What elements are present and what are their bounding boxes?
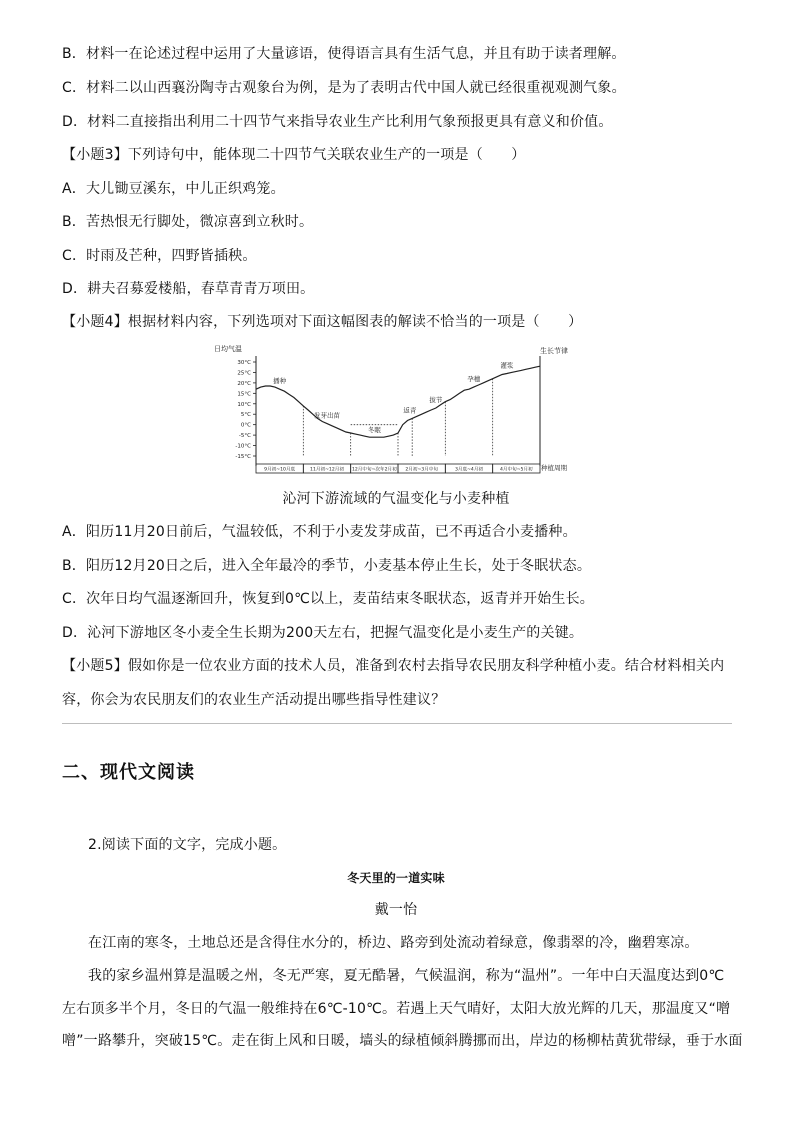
q4-option-d: D．沁河下游地区冬小麦全生长期为200天左右，把握气温变化是小麦生产的关键。: [62, 625, 584, 641]
temperature-wheat-chart: [200, 342, 590, 476]
q2-option-c: C．材料二以山西襄汾陶寺古观象台为例，是为了表明古代中国人就已经很重视观测气象。: [62, 80, 626, 96]
q3-option-a: A．大儿锄豆溪东，中儿正织鸡笼。: [62, 181, 285, 197]
q3-stem: 【小题3】下列诗句中，能体现二十四节气关联农业生产的一项是（ ）: [62, 147, 526, 163]
chart-period-label: 12月中旬~次年2月初: [351, 467, 397, 473]
chart-ytick-label: 15°C: [237, 391, 251, 398]
chart-ytick-label: 20°C: [237, 380, 251, 387]
chart-period-label: 2月初~3月中旬: [405, 467, 439, 473]
chart-period-label: 3月底~4月初: [454, 467, 484, 473]
article-paragraph-2-line-1: 我的家乡温州算是温暖之州，冬无严寒，夏无酷暑，气候温润，称为“温州”。一年中白天温度达到0℃: [88, 968, 725, 984]
chart-stage-label: 灌浆: [500, 361, 514, 370]
chart-ytick-label: 0°C: [240, 422, 251, 429]
chart-period-label: 4月中旬~5月初: [499, 467, 533, 473]
chart-stage-labels: [273, 360, 514, 434]
chart-ytick-group: [235, 360, 256, 460]
article-title: 冬天里的一道实味: [347, 871, 445, 885]
q3-option-d: D．耕夫召募爱楼船，春草青青万项田。: [62, 281, 315, 297]
article-paragraph-2-line-2: 左右顶多半个月，冬日的气温一般维持在6℃-10℃。若遇上天气晴好，太阳大放光辉的几天，那温度又“噌: [62, 1001, 731, 1017]
section-title: 二、现代文阅读: [62, 762, 195, 783]
chart-ytick-label: 10°C: [237, 401, 251, 408]
q5-line-2: 容，你会为农民朋友们的农业生产活动提出哪些指导性建议？: [62, 692, 446, 708]
section-divider: [62, 723, 732, 724]
chart-caption: 沁河下游流域的气温变化与小麦种植: [282, 491, 510, 507]
q4-option-a: A．阳历11月20日前后，气温较低，不利于小麦发芽成苗，已不再适合小麦播种。: [62, 524, 577, 540]
q4-option-c: C．次年日均气温逐渐回升，恢复到0℃以上，麦苗结束冬眠状态，返青并开始生长。: [62, 591, 595, 607]
q4-stem: 【小题4】根据材料内容，下列选项对下面这幅图表的解读不恰当的一项是（ ）: [62, 314, 583, 330]
chart-stage-label: 冬眠: [367, 426, 381, 435]
reading-instruction: 2.阅读下面的文字，完成小题。: [88, 837, 287, 853]
chart-stage-label: 发芽出苗: [314, 411, 340, 420]
chart-stage-label: 拔节: [429, 395, 443, 404]
chart-ytick-label: -10°C: [235, 443, 251, 450]
chart-stage-label: 孕穗: [467, 375, 481, 384]
q2-option-b: B．材料一在论述过程中运用了大量谚语，使得语言具有生活气息，并且有助于读者理解。: [62, 46, 626, 62]
chart-right-label: 生长节律: [540, 347, 568, 355]
chart-period-label: 9月初~10月底: [264, 467, 296, 473]
q3-option-c: C．时雨及芒种，四野皆插秧。: [62, 248, 257, 264]
q3-option-b: B．苦热恨无行脚处，微凉喜到立秋时。: [62, 214, 314, 230]
chart-ytick-label: 5°C: [240, 412, 251, 419]
article-author: 戴一怡: [374, 902, 418, 918]
article-paragraph-1: 在江南的寒冬，土地总还是含得住水分的，桥边、路旁到处流动着绿意，像翡翠的冷，幽碧寒凉。: [88, 935, 699, 951]
q4-option-b: B．阳历12月20日之后，进入全年最冷的季节，小麦基本停止生长，处于冬眠状态。: [62, 558, 592, 574]
q2-option-d: D．材料二直接指出利用二十四节气来指导农业生产比利用气象预报更具有意义和价值。: [62, 114, 613, 130]
chart-xlabel: 种植周期: [541, 464, 567, 472]
q5-line-1: 【小题5】假如你是一位农业方面的技术人员，准备到农村去指导农民朋友科学种植小麦。结合材料相关内: [62, 658, 725, 674]
chart-ytick-label: -5°C: [238, 433, 251, 440]
temperature-curve: [256, 366, 540, 437]
chart-period-axis: [256, 464, 540, 473]
chart-period-label: 11月初~12月初: [310, 467, 344, 473]
chart-stage-label: 播种: [273, 377, 287, 386]
chart-ytick-label: -15°C: [235, 454, 251, 460]
chart-ytick-label: 30°C: [237, 360, 251, 366]
article-paragraph-2-line-3: 噌”一路攀升，突破15℃。走在街上风和日暖，墙头的绿植倾斜腾挪而出，岸边的杨柳枯黄犹带绿，垂于水面: [62, 1033, 743, 1049]
chart-ytick-label: 25°C: [237, 370, 251, 377]
chart-ylabel: 日均气温: [214, 345, 242, 353]
chart-stage-label: 返青: [403, 406, 417, 415]
